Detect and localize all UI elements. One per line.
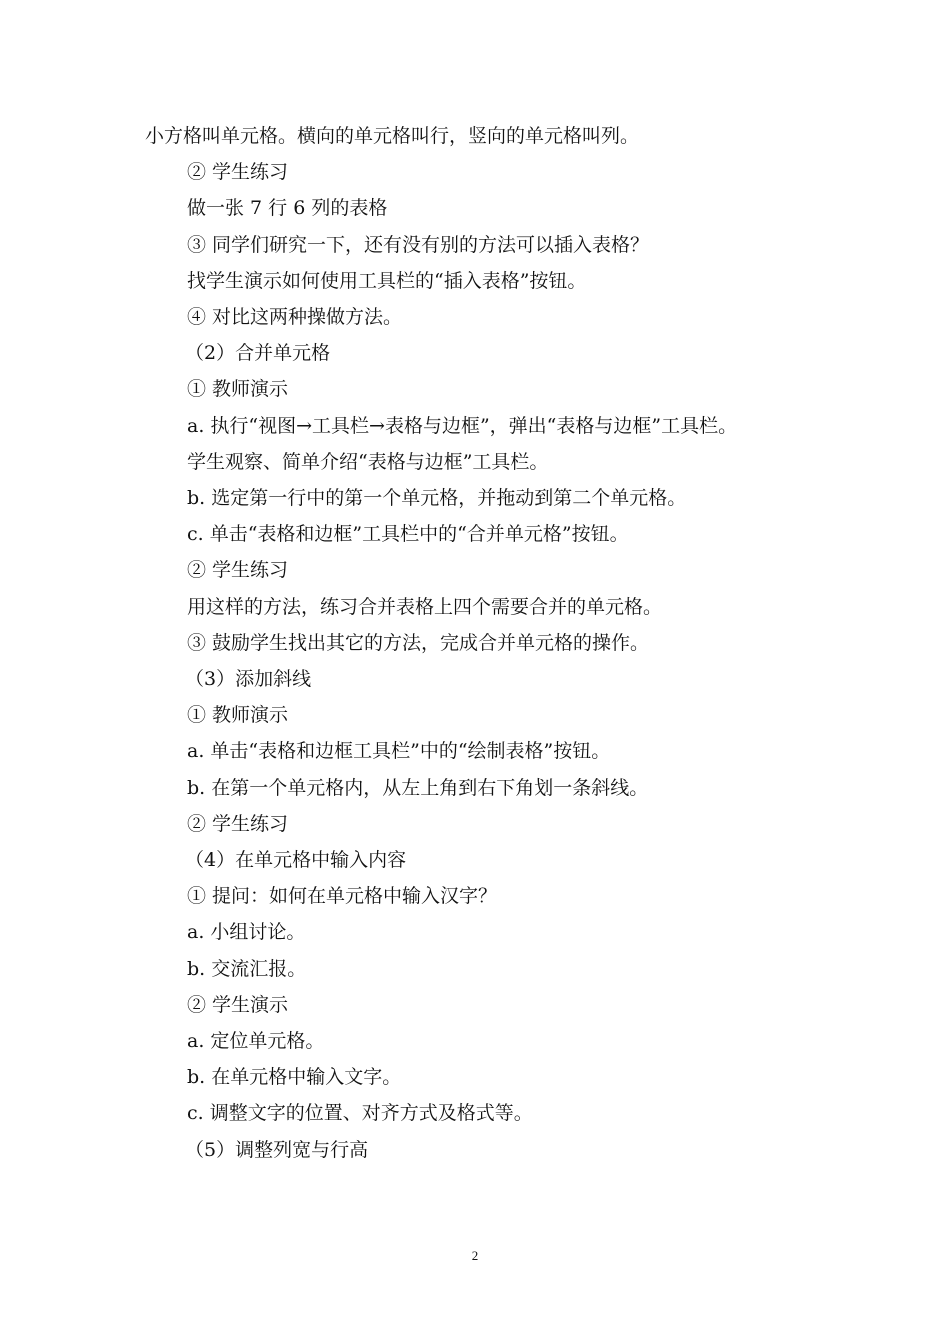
text-line: ① 教师演示 (187, 704, 289, 727)
text-line: ② 学生练习 (187, 812, 289, 835)
text-line: a. 执行“视图→工具栏→表格与边框”，弹出“表格与边框”工具栏。 (187, 414, 738, 437)
text-line: （2）合并单元格 (185, 342, 331, 365)
text-line: 用这样的方法，练习合并表格上四个需要合并的单元格。 (187, 595, 663, 618)
text-line: b. 选定第一行中的第一个单元格，并拖动到第二个单元格。 (187, 487, 687, 510)
text-line: ① 教师演示 (187, 378, 289, 401)
text-line: ③ 同学们研究一下，还有没有别的方法可以插入表格？ (187, 233, 650, 256)
text-line: （4）在单元格中输入内容 (185, 849, 407, 872)
text-line: b. 在第一个单元格内，从左上角到右下角划一条斜线。 (187, 776, 649, 799)
text-line: ① 提问：如何在单元格中输入汉字？ (187, 885, 498, 908)
text-line: 做一张 7 行 6 列的表格 (187, 197, 388, 220)
text-line: ③ 鼓励学生找出其它的方法，完成合并单元格的操作。 (187, 631, 650, 654)
text-line: ② 学生练习 (187, 161, 289, 184)
text-line: b. 交流汇报。 (187, 957, 307, 980)
text-line: c. 单击“表格和边框”工具栏中的“合并单元格”按钮。 (187, 523, 629, 546)
text-line: （3）添加斜线 (185, 668, 312, 691)
text-line: ② 学生练习 (187, 559, 289, 582)
text-line: 找学生演示如何使用工具栏的“插入表格”按钮。 (187, 269, 587, 292)
text-line: a. 单击“表格和边框工具栏”中的“绘制表格”按钮。 (187, 740, 611, 763)
text-line: ② 学生演示 (187, 993, 289, 1016)
text-line: 小方格叫单元格。横向的单元格叫行，竖向的单元格叫列。 (145, 125, 640, 147)
text-line: （5）调整列宽与行高 (185, 1138, 369, 1161)
text-line: a. 定位单元格。 (187, 1030, 325, 1053)
text-line: b. 在单元格中输入文字。 (187, 1066, 402, 1089)
text-line: 学生观察、简单介绍“表格与边框”工具栏。 (187, 450, 549, 473)
page-number: 2 (471, 1248, 479, 1263)
text-line: ④ 对比这两种操做方法。 (187, 306, 403, 329)
document-body (145, 118, 825, 1168)
text-line: c. 调整文字的位置、对齐方式及格式等。 (187, 1102, 533, 1125)
text-line: a. 小组讨论。 (187, 921, 306, 944)
